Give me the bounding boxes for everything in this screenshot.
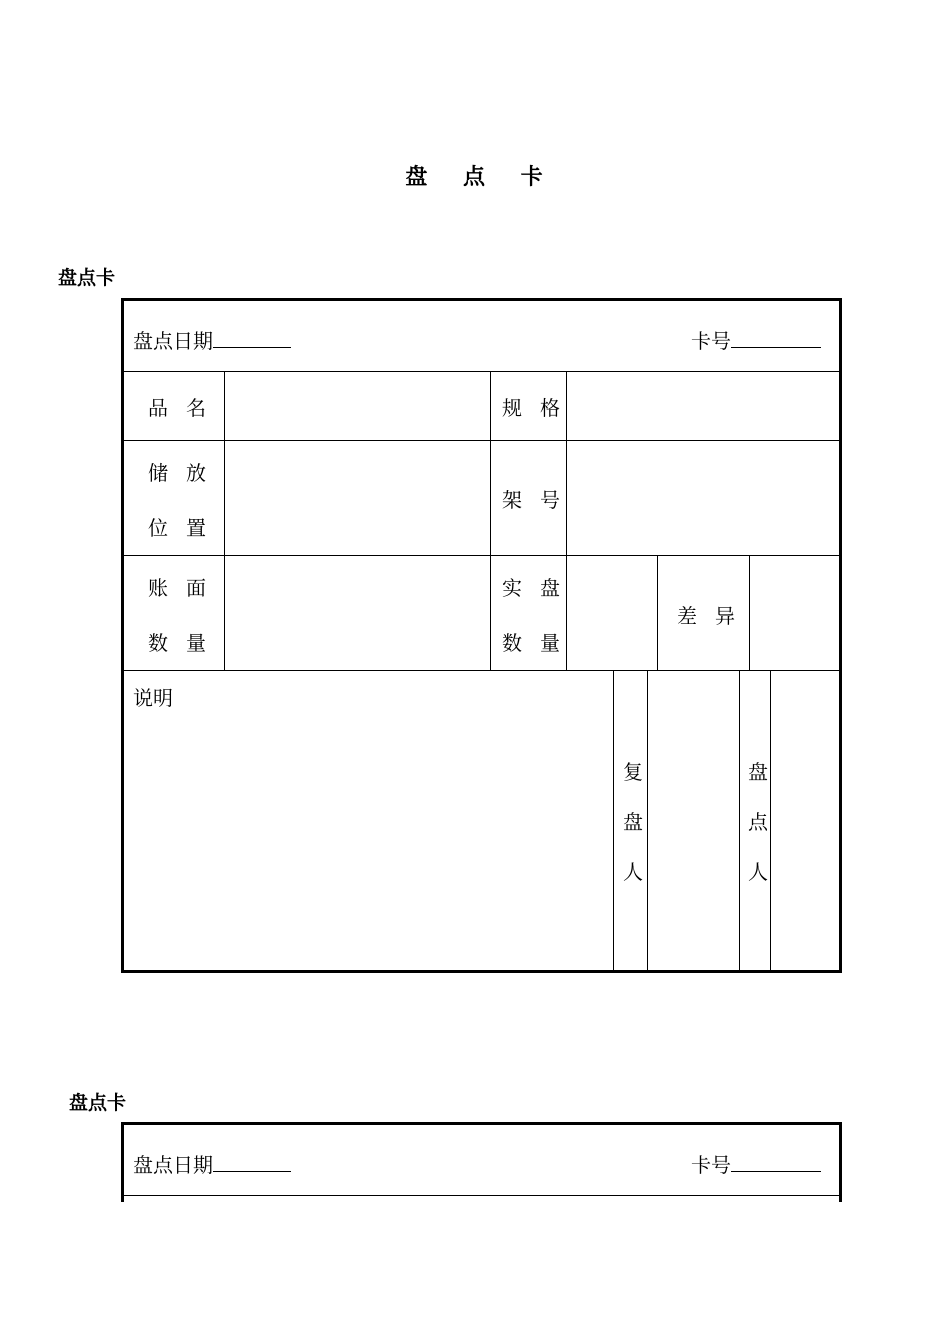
spec-cell[interactable] (567, 372, 839, 440)
actual-qty-label-line1: 实盘 (502, 576, 578, 600)
date-field-2 (133, 1151, 291, 1177)
card-no-label-2: 卡号 (691, 1153, 731, 1177)
date-field (133, 327, 291, 353)
notes-label: 说明 (133, 686, 173, 710)
actual-qty-cell[interactable] (567, 556, 657, 670)
form-heading-2: 盘点卡 (69, 1092, 127, 1114)
inventory-card-2 (121, 1122, 842, 1202)
card-no-blank-2[interactable] (731, 1151, 821, 1172)
counter-label: 盘点人 (748, 760, 768, 884)
diff-cell[interactable] (750, 556, 839, 670)
card-no-blank[interactable] (731, 327, 821, 348)
reviewer-signature-cell[interactable] (648, 671, 739, 973)
diff-label: 差异 (677, 604, 753, 628)
book-qty-cell[interactable] (225, 556, 490, 670)
actual-qty-label-line2: 数量 (502, 631, 578, 655)
card-no-field-2 (691, 1151, 821, 1177)
shelf-no-cell[interactable] (567, 441, 839, 555)
date-label-2: 盘点日期 (133, 1153, 213, 1177)
form-heading: 盘点卡 (58, 267, 116, 289)
spec-label: 规格 (502, 396, 578, 420)
card-no-label: 卡号 (691, 329, 731, 353)
counter-signature-cell[interactable] (771, 671, 839, 973)
item-name-cell[interactable] (225, 372, 490, 440)
book-qty-label-line2: 数量 (148, 631, 224, 655)
date-blank-2[interactable] (213, 1151, 291, 1172)
date-label: 盘点日期 (133, 329, 213, 353)
book-qty-label-line1: 账面 (148, 576, 224, 600)
storage-label-line1: 储放 (148, 461, 224, 485)
date-blank[interactable] (213, 327, 291, 348)
page-title: 盘 点 卡 (405, 165, 557, 190)
inventory-card (121, 298, 842, 973)
storage-label-line2: 位置 (148, 516, 224, 540)
reviewer-label: 复盘人 (623, 760, 643, 884)
card-no-field (691, 327, 821, 353)
notes-cell[interactable] (124, 711, 613, 973)
shelf-no-label: 架号 (502, 488, 578, 512)
storage-cell[interactable] (225, 441, 490, 555)
item-name-label: 品名 (148, 396, 224, 420)
